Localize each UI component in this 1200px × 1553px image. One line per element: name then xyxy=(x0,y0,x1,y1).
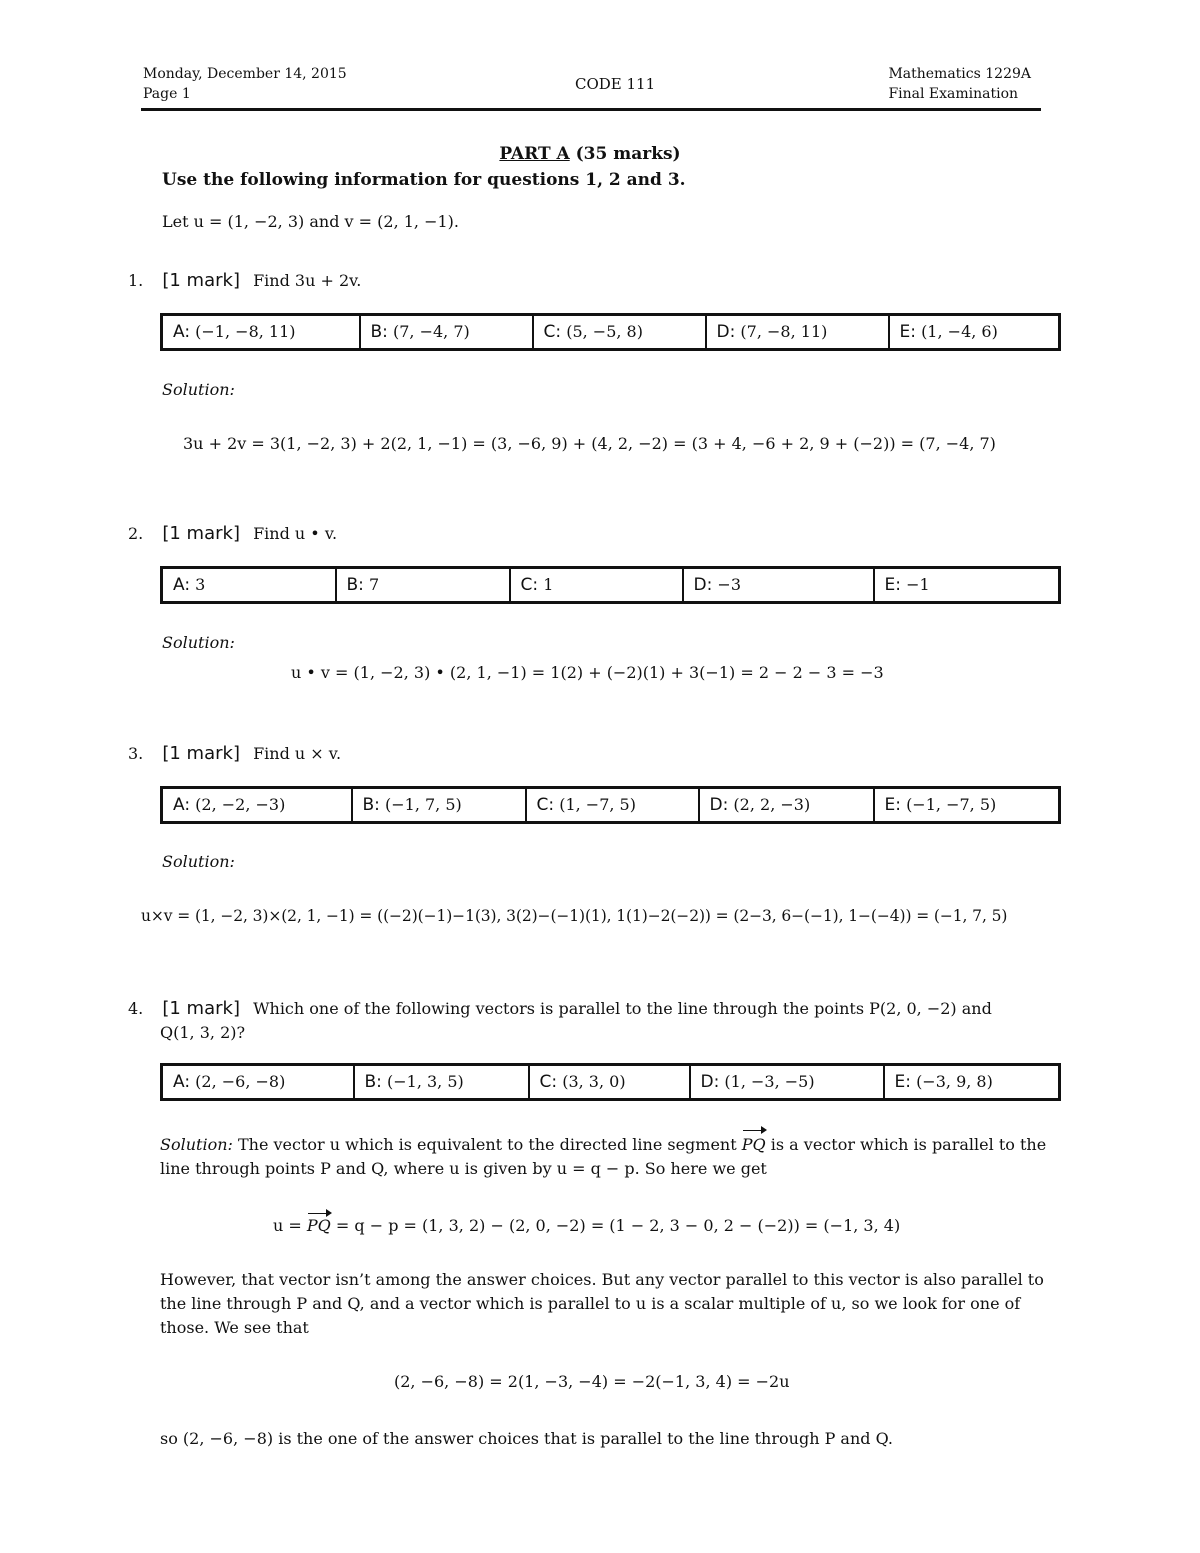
choice-c[interactable]: C: (5, −5, 8) xyxy=(533,315,706,350)
solution-equation: u×v = (1, −2, 3)×(2, 1, −1) = ((−2)(−1)−1(3), 3(2)−(−1)(1), 1(1)−2(−2)) = (2−3, 6−(−1), 1−(−4)) = (−1, 7, 5) xyxy=(141,907,1008,925)
header-code: CODE 111 xyxy=(575,75,656,93)
given-vectors: Let u = (1, −2, 3) and v = (2, 1, −1). xyxy=(162,212,459,231)
choice-e[interactable]: E: (−3, 9, 8) xyxy=(884,1065,1060,1100)
solution-paragraph-1 xyxy=(160,1133,1060,1181)
header-page: Page 1 xyxy=(143,86,191,102)
part-title xyxy=(0,144,1180,164)
solution-label: Solution: xyxy=(160,1135,233,1154)
question-mark: [1 mark] xyxy=(162,523,240,544)
answer-choices-4 xyxy=(160,1063,1061,1101)
choice-b[interactable]: B: (−1, 3, 5) xyxy=(354,1065,529,1100)
header-course: Mathematics 1229A xyxy=(888,66,1031,82)
choice-d[interactable]: D: (7, −8, 11) xyxy=(706,315,889,350)
question-number: 4. xyxy=(128,999,144,1018)
choice-b[interactable]: B: (−1, 7, 5) xyxy=(352,788,526,823)
solution-equation-1: u = PQ = q − p = (1, 3, 2) − (2, 0, −2) = (1 − 2, 3 − 0, 2 − (−2)) = (−1, 3, 4) xyxy=(273,1216,901,1235)
question-3 xyxy=(128,743,341,764)
choice-d[interactable]: D: (2, 2, −3) xyxy=(699,788,874,823)
part-name: PART A xyxy=(499,144,570,164)
header-exam: Final Examination xyxy=(888,86,1019,102)
choice-d[interactable]: D: −3 xyxy=(683,568,874,603)
choice-a[interactable]: A: (2, −6, −8) xyxy=(173,1072,286,1092)
header-left xyxy=(143,64,347,104)
question-text: Find u × v. xyxy=(253,744,342,763)
solution-equation: 3u + 2v = 3(1, −2, 3) + 2(2, 1, −1) = (3, −6, 9) + (4, 2, −2) = (3 + 4, −6 + 2, 9 + (−2)) = (7, −4, 7) xyxy=(183,434,996,453)
pq-vector-symbol: PQ xyxy=(742,1133,766,1157)
question-text: Which one of the following vectors is parallel to the line through the points P(2, 0, −2) and xyxy=(253,999,992,1018)
header-date: Monday, December 14, 2015 xyxy=(143,66,347,82)
choice-c[interactable]: C: 1 xyxy=(510,568,683,603)
solution-equation-2: (2, −6, −8) = 2(1, −3, −4) = −2(−1, 3, 4) = −2u xyxy=(394,1372,790,1391)
page-header xyxy=(141,64,1041,111)
choice-c[interactable]: C: (3, 3, 0) xyxy=(529,1065,690,1100)
solution-equation: u • v = (1, −2, 3) • (2, 1, −1) = 1(2) + (−2)(1) + 3(−1) = 2 − 2 − 3 = −3 xyxy=(291,663,884,682)
choice-d[interactable]: D: (1, −3, −5) xyxy=(690,1065,884,1100)
question-text-continued: Q(1, 3, 2)? xyxy=(160,1023,246,1042)
instruction: Use the following information for questions 1, 2 and 3. xyxy=(162,170,686,190)
choice-b[interactable]: B: (7, −4, 7) xyxy=(360,315,533,350)
question-mark: [1 mark] xyxy=(162,270,240,291)
question-mark: [1 mark] xyxy=(162,743,240,764)
choice-a[interactable]: A: 3 xyxy=(173,575,206,595)
answer-choices-3 xyxy=(160,786,1061,824)
solution-label: Solution: xyxy=(162,380,235,399)
choice-a[interactable]: A: (2, −2, −3) xyxy=(173,795,286,815)
solution-text-b: is a vector which is parallel to the line through points P and Q, where u is given by u = q − p. So here we get xyxy=(160,1135,1047,1178)
choice-b[interactable]: B: 7 xyxy=(336,568,510,603)
part-marks: (35 marks) xyxy=(575,144,681,164)
question-1 xyxy=(128,270,361,291)
question-number: 3. xyxy=(128,744,144,763)
solution-paragraph-2: However, that vector isn’t among the answer choices. But any vector parallel to this vector is also parallel to the line through P and Q, and a vector which is parallel to u is a scalar multiple of u, so we look for one of those. We see that xyxy=(160,1270,1044,1337)
choice-e[interactable]: E: −1 xyxy=(874,568,1060,603)
solution-conclusion: so (2, −6, −8) is the one of the answer choices that is parallel to the line through P and Q. xyxy=(160,1429,894,1448)
question-2 xyxy=(128,523,337,544)
solution-text-a: The vector u which is equivalent to the directed line segment xyxy=(237,1135,737,1154)
answer-choices-1 xyxy=(160,313,1061,351)
question-number: 2. xyxy=(128,524,144,543)
choice-e[interactable]: E: (1, −4, 6) xyxy=(889,315,1060,350)
answer-choices-2 xyxy=(160,566,1061,604)
choice-c[interactable]: C: (1, −7, 5) xyxy=(526,788,699,823)
question-mark: [1 mark] xyxy=(162,998,240,1019)
header-right xyxy=(888,64,1031,104)
pq-vector-symbol: PQ xyxy=(306,1216,331,1235)
solution-label: Solution: xyxy=(162,633,235,652)
choice-a[interactable]: A: (−1, −8, 11) xyxy=(173,322,296,342)
choice-e[interactable]: E: (−1, −7, 5) xyxy=(874,788,1060,823)
question-text: Find u • v. xyxy=(253,524,338,543)
solution-label: Solution: xyxy=(162,852,235,871)
question-text: Find 3u + 2v. xyxy=(253,271,362,290)
question-4 xyxy=(128,998,992,1019)
question-number: 1. xyxy=(128,271,144,290)
